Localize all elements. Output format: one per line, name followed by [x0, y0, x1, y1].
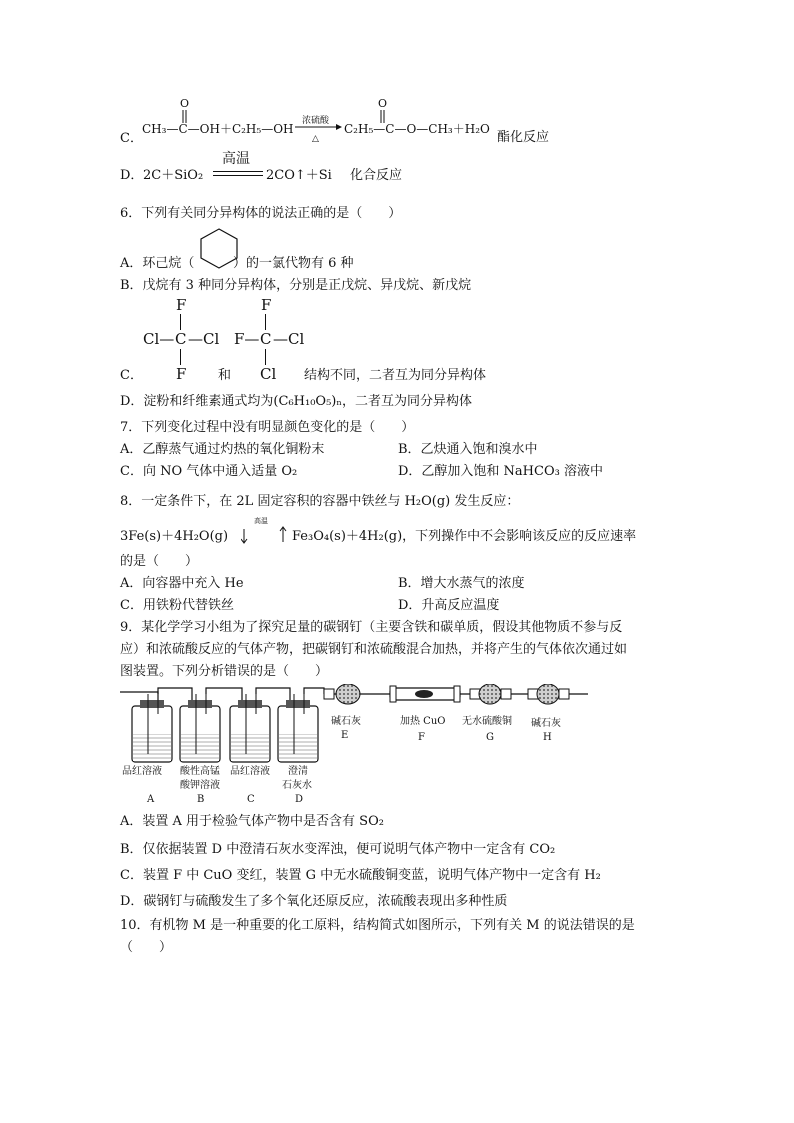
mol1-bottom-f: F	[176, 365, 187, 383]
combustion-tube-f	[390, 686, 460, 702]
q8-stem: 8．一定条件下，在 2L 固定容积的容器中铁丝与 H₂O(g) 发生反应：	[120, 494, 520, 509]
label-g-reagent: 无水硫酸铜	[462, 716, 512, 727]
q8-eq-condition: 高温	[254, 517, 268, 525]
label-d-reagent-2: 石灰水	[282, 780, 312, 791]
heat-symbol: △	[312, 134, 319, 144]
mol1-left: Cl—	[143, 330, 175, 348]
bottle-a	[132, 694, 172, 762]
label-e: E	[341, 730, 349, 741]
q6-stem: 6．下列有关同分异构体的说法正确的是（ ）	[120, 206, 402, 221]
carbonyl-o-2: O	[378, 97, 388, 110]
bottle-d	[278, 694, 318, 762]
catalyst-label: 浓硫酸	[302, 116, 330, 126]
label-c: C	[247, 794, 255, 805]
q8-option-a: A．向容器中充入 He	[120, 576, 244, 591]
q6-option-d: D．淀粉和纤维素通式均为(C₆H₁₀O₅)ₙ，二者互为同分异构体	[120, 394, 472, 409]
tube-d-e	[304, 688, 324, 694]
label-f-reagent: 加热 CuO	[400, 716, 446, 727]
q6-option-b: B．戊烷有 3 种同分异构体，分别是正戊烷、异戊烷、新戊烷	[120, 278, 472, 293]
q10-line-2: （ ）	[120, 940, 173, 955]
mol2-bond-down	[265, 349, 266, 365]
q6-c-and: 和	[218, 368, 232, 383]
q9-line-2: 应）和浓硫酸反应的气体产物，把碳钢钉和浓硫酸混合加热，并将产生的气体依次通过如	[120, 642, 628, 657]
bottle-c	[230, 694, 270, 762]
q7-option-a: A．乙醇蒸气通过灼热的氧化铜粉末	[120, 442, 325, 457]
mol2-bottom-cl: Cl	[260, 365, 277, 383]
q5-option-c-type: 酯化反应	[497, 130, 550, 145]
q5-option-d-left: 2C＋SiO₂	[143, 168, 204, 183]
mol2-center-c: C	[260, 330, 272, 348]
label-f: F	[418, 732, 425, 743]
reactants: CH₃—C—OH＋C₂H₅—OH	[142, 122, 294, 136]
q9-option-d: D．碳钢钉与硫酸发生了多个氧化还原反应，浓硫酸表现出多种性质	[120, 894, 508, 909]
label-b: B	[197, 794, 205, 805]
q9-option-b: B．仅依据装置 D 中澄清石灰水变浑浊，便可说明气体产物中一定含有 CO₂	[120, 842, 556, 857]
q6-a-suffix: ）的一氯代物有 6 种	[233, 256, 354, 271]
q8-option-c: C．用铁粉代替铁丝	[120, 598, 234, 613]
label-a: A	[147, 794, 155, 805]
q7-option-c: C．向 NO 气体中通入适量 O₂	[120, 464, 298, 479]
drying-tube-e	[324, 684, 360, 704]
q9-option-c: C．装置 F 中 CuO 变红，装置 G 中无水硫酸铜变蓝，说明气体产物中一定含有 H₂	[120, 868, 601, 883]
q6-c-text: 结构不同，二者互为同分异构体	[304, 368, 487, 383]
arrow-head	[336, 124, 342, 130]
carbonyl-o-1: O	[180, 97, 190, 110]
q5-option-d-condition: 高温	[222, 151, 250, 167]
q8-option-b: B．增大水蒸气的浓度	[398, 576, 525, 591]
esterification-equation	[140, 95, 500, 147]
products: C₂H₅—C—O—CH₃＋H₂O	[344, 122, 490, 136]
q5-option-d-right: 2CO↑＋Si	[266, 168, 332, 183]
equals-sign	[213, 171, 263, 176]
label-d: D	[295, 794, 304, 805]
label-c-reagent: 品红溶液	[230, 766, 270, 777]
q9-line-3: 图装置。下列分析错误的是（ ）	[120, 664, 329, 679]
mol1-bond-down	[180, 349, 181, 365]
label-g: G	[486, 732, 494, 743]
mol2-left: F—	[234, 330, 260, 348]
label-a-reagent: 品红溶液	[122, 766, 162, 777]
q9-option-a: A．装置 A 用于检验气体产物中是否含有 SO₂	[120, 814, 384, 829]
bottle-b	[180, 694, 220, 762]
q6-c-letter: C．	[120, 368, 143, 383]
q7-option-b: B．乙炔通入饱和溴水中	[398, 442, 538, 457]
mol1-top-f: F	[176, 296, 187, 314]
label-b-reagent-1: 酸性高锰	[180, 766, 220, 777]
q8-eq-left: 3Fe(s)＋4H₂O(g)	[120, 529, 229, 544]
q5-option-c-letter: C．	[120, 131, 143, 146]
q9-line-1: 9．某化学学习小组为了探究足量的碳钢钉（主要含铁和碳单质，假设其他物质不参与反	[120, 620, 623, 635]
q5-option-d-letter: D．	[120, 168, 144, 183]
q7-stem: 7．下列变化过程中没有明显颜色变化的是（ ）	[120, 420, 415, 435]
label-h: H	[543, 732, 552, 743]
mol1-center-c: C	[175, 330, 187, 348]
reversible-arrow	[241, 524, 289, 546]
apparatus-diagram	[118, 684, 598, 810]
q6-a-prefix: A．环己烷（	[120, 256, 195, 271]
q5-option-d-type: 化合反应	[350, 168, 403, 183]
label-e-reagent: 碱石灰	[331, 716, 361, 727]
drying-tube-h	[528, 684, 569, 704]
mol2-top-f: F	[261, 296, 272, 314]
mol1-right: —Cl	[188, 330, 220, 348]
mol2-right: —Cl	[273, 330, 305, 348]
q8-option-d: D．升高反应温度	[398, 598, 500, 613]
mol1-bond-up	[180, 314, 181, 330]
q8-stem-end: 的是（ ）	[120, 554, 199, 569]
label-h-reagent: 碱石灰	[531, 718, 561, 729]
mol2-bond-up	[265, 314, 266, 330]
q10-line-1: 10．有机物 M 是一种重要的化工原料，结构简式如图所示，下列有关 M 的说法错误的是	[120, 918, 635, 933]
label-d-reagent-1: 澄清	[288, 766, 308, 777]
drying-tube-g	[470, 684, 511, 704]
q7-option-d: D．乙醇加入饱和 NaHCO₃ 溶液中	[398, 464, 603, 479]
q8-eq-right: Fe₃O₄(s)＋4H₂(g)，下列操作中不会影响该反应的反应速率	[292, 529, 637, 544]
label-b-reagent-2: 酸钾溶液	[180, 780, 220, 791]
